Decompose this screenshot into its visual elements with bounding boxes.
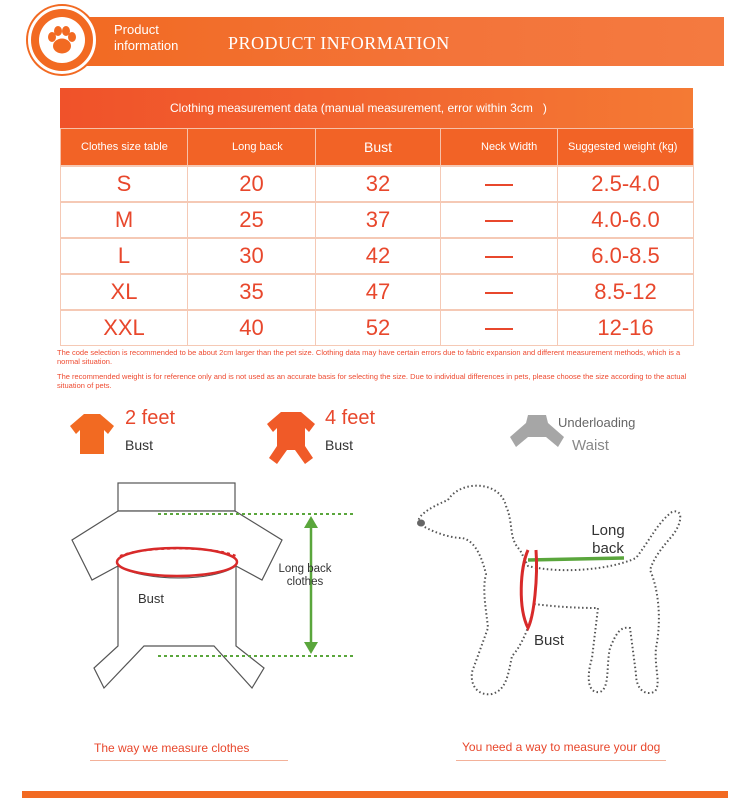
four-leg-suit-icon (263, 410, 319, 466)
dog-bust-label: Bust (534, 632, 565, 649)
legend-4feet-bust: Bust (325, 437, 354, 453)
cell-neck (441, 238, 558, 274)
cell-weight: 12-16 (558, 310, 694, 346)
clothes-length-label: Long back clothes (278, 563, 332, 588)
cell-neck (441, 274, 558, 310)
cell-size: XL (61, 274, 188, 310)
dash-mark (485, 184, 513, 186)
dash-mark (485, 220, 513, 222)
size-table-section (60, 88, 693, 346)
cell-bust: 47 (316, 274, 441, 310)
clothes-caption: The way we measure clothes (94, 741, 250, 755)
header-neck: Neck Width (441, 129, 558, 167)
clothes-caption-underline (90, 760, 288, 761)
cell-neck (441, 202, 558, 238)
header-weight: Suggested weight (kg) (558, 129, 694, 167)
legend-underloading-waist: Waist (572, 437, 609, 454)
paw-badge (28, 6, 96, 74)
cell-weight: 4.0-6.0 (558, 202, 694, 238)
cell-neck (441, 310, 558, 346)
table-caption: Clothing measurement data (manual measurement, error within 3cm ) (60, 88, 693, 128)
cell-neck (441, 166, 558, 202)
cell-long-back: 25 (188, 202, 316, 238)
dog-caption-underline (456, 760, 666, 761)
legend-2feet-bust: Bust (125, 437, 154, 453)
clothes-bust-label: Bust (138, 591, 165, 606)
dog-caption: You need a way to measure your dog (462, 740, 661, 754)
cell-bust: 52 (316, 310, 441, 346)
table-row (61, 202, 694, 238)
cell-long-back: 40 (188, 310, 316, 346)
cell-size: XXL (61, 310, 188, 346)
dog-diagram (410, 478, 710, 703)
table-row (61, 274, 694, 310)
cell-long-back: 35 (188, 274, 316, 310)
cell-size: S (61, 166, 188, 202)
cell-bust: 42 (316, 238, 441, 274)
header-long-back: Long back (188, 129, 316, 167)
legend-underloading-title: Underloading (558, 415, 636, 430)
dash-mark (485, 292, 513, 294)
weight-note: The recommended weight is for reference only and is not used as an accurate basis for selecting the size. Due to individual differences in pets, please choose the size according to the actual situation of pets. (57, 372, 687, 390)
size-table (60, 128, 694, 346)
cell-size: M (61, 202, 188, 238)
header-bust: Bust (316, 129, 441, 167)
size-note: The code selection is recommended to be about 2cm larger than the pet size. Clothing data may have certain errors due to fabric expansion and different measurement methods, which is a normal situation. (57, 348, 681, 366)
dash-mark (485, 256, 513, 258)
cell-long-back: 30 (188, 238, 316, 274)
legend-4feet-title: 4 feet (325, 407, 376, 429)
legend-2feet-title: 2 feet (125, 407, 176, 429)
cell-bust: 32 (316, 166, 441, 202)
table-row (61, 238, 694, 274)
paw-icon (39, 17, 85, 63)
cell-weight: 6.0-8.5 (558, 238, 694, 274)
cell-long-back: 20 (188, 166, 316, 202)
dog-long-back-label: Long back (591, 522, 625, 557)
header-banner (28, 6, 728, 74)
table-row (61, 166, 694, 202)
cell-weight: 2.5-4.0 (558, 166, 694, 202)
cell-size: L (61, 238, 188, 274)
footer-bar (22, 791, 728, 798)
table-row (61, 310, 694, 346)
cell-bust: 37 (316, 202, 441, 238)
table-header-row (61, 129, 694, 167)
header-title: Product information (114, 22, 179, 53)
cell-weight: 8.5-12 (558, 274, 694, 310)
header-subtitle: PRODUCT INFORMATION (228, 33, 450, 53)
dash-mark (485, 328, 513, 330)
header-size: Clothes size table (61, 129, 188, 167)
dog-outline-icon (410, 478, 710, 703)
two-leg-shirt-icon (68, 412, 116, 456)
